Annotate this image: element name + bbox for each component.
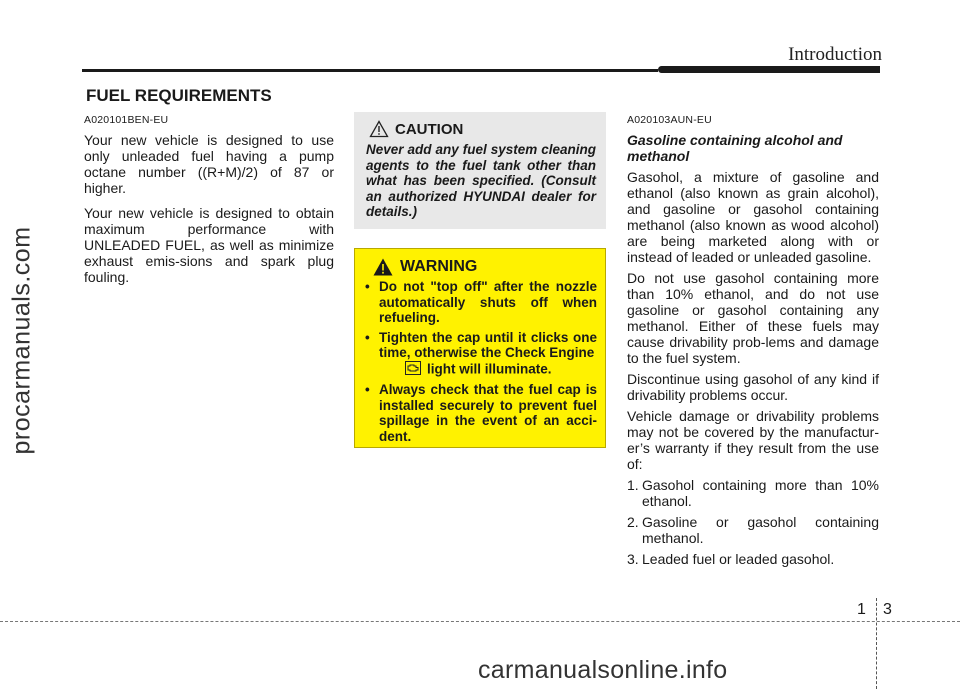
warning-list <box>365 279 597 444</box>
warning-item <box>365 330 597 379</box>
section-title: FUEL REQUIREMENTS <box>86 86 272 105</box>
footer-chapter-number: 1 <box>857 601 866 618</box>
header-rule <box>82 69 658 72</box>
list-text: Gasoline or gasohol containing methanol. <box>642 514 879 546</box>
warning-item-text-after: light will illuminate. <box>427 360 552 376</box>
warning-box <box>354 248 606 448</box>
caution-triangle-icon <box>369 120 389 138</box>
right-code: A020103AUN-EU <box>627 114 712 126</box>
list-item <box>627 514 879 546</box>
left-paragraph: Your new vehicle is designed to obtain maximum performance with UNLEADED FUEL, as well as minimize exhaust emis-sions and spark plug fouling. <box>84 205 334 285</box>
left-paragraph: Your new vehicle is designed to use only unleaded fuel having a pump octane number ((R+M)/2) of 87 or higher. <box>84 132 334 196</box>
header-bar <box>658 66 880 73</box>
list-item <box>627 551 879 567</box>
warning-label: WARNING <box>400 258 478 275</box>
list-number: 3. <box>627 551 639 567</box>
warning-triangle-icon <box>372 257 394 277</box>
footer-page-number: 3 <box>883 601 892 618</box>
list-text: Leaded fuel or leaded gasohol. <box>642 551 835 567</box>
bullet: • <box>365 329 370 345</box>
list-number: 2. <box>627 514 639 530</box>
warning-item-body <box>379 330 597 379</box>
caution-box <box>354 112 606 229</box>
header-title: Introduction <box>788 44 882 65</box>
side-watermark-text: procarmanuals.com <box>7 225 36 455</box>
subheading: Gasoline containing alcohol and methanol <box>627 132 843 164</box>
right-paragraph: Gasohol, a mixture of gasoline and ethanol (also known as grain alcohol), and gasoline or gasohol containing methanol (also known as wood alcohol) are being marketed along with or instead of leaded or unleaded gasoline. <box>627 169 879 265</box>
bottom-watermark: carmanualsonline.info <box>478 656 728 684</box>
caution-header <box>366 120 596 138</box>
right-paragraph: Discontinue using gasohol of any kind if drivability problems occur. <box>627 371 879 403</box>
footer-dashed-rule <box>0 621 960 622</box>
right-column <box>627 112 879 572</box>
caution-label: CAUTION <box>395 120 464 138</box>
check-engine-icon <box>405 361 421 379</box>
list-item <box>627 477 879 509</box>
right-paragraph: Do not use gasohol containing more than 10% ethanol, and do not use gasoline or gasohol containing any methanol. Either of these fuels may cause drivability prob-lems and damage to the fuel system. <box>627 270 879 366</box>
warning-item-text: Do not "top off" after the nozzle automatically shuts off when refueling. <box>379 279 597 325</box>
list-text: Gasohol containing more than 10% ethanol. <box>642 477 879 509</box>
footer-vertical-rule <box>876 598 877 689</box>
warning-header <box>369 257 597 277</box>
warning-item-text: Tighten the cap until it clicks one time, otherwise the Check Engine <box>379 329 597 360</box>
caution-text: Never add any fuel system cleaning agents to the fuel tank other than what has been specified. (Consult an authorized HYUNDAI dealer for details.) <box>366 142 596 219</box>
list-number: 1. <box>627 477 639 493</box>
warning-item-text: Always check that the fuel cap is installed securely to prevent fuel spillage in the event of an acci-dent. <box>379 382 597 444</box>
warning-item <box>365 382 597 444</box>
warning-item <box>365 279 597 326</box>
side-watermark <box>2 130 42 550</box>
right-paragraph: Vehicle damage or drivability problems may not be covered by the manufactur-er’s warranty if they result from the use of: <box>627 408 879 472</box>
numbered-list <box>627 477 879 567</box>
left-column <box>84 112 334 294</box>
bullet: • <box>365 279 370 294</box>
left-code: A020101BEN-EU <box>84 114 169 126</box>
bullet: • <box>365 382 370 397</box>
